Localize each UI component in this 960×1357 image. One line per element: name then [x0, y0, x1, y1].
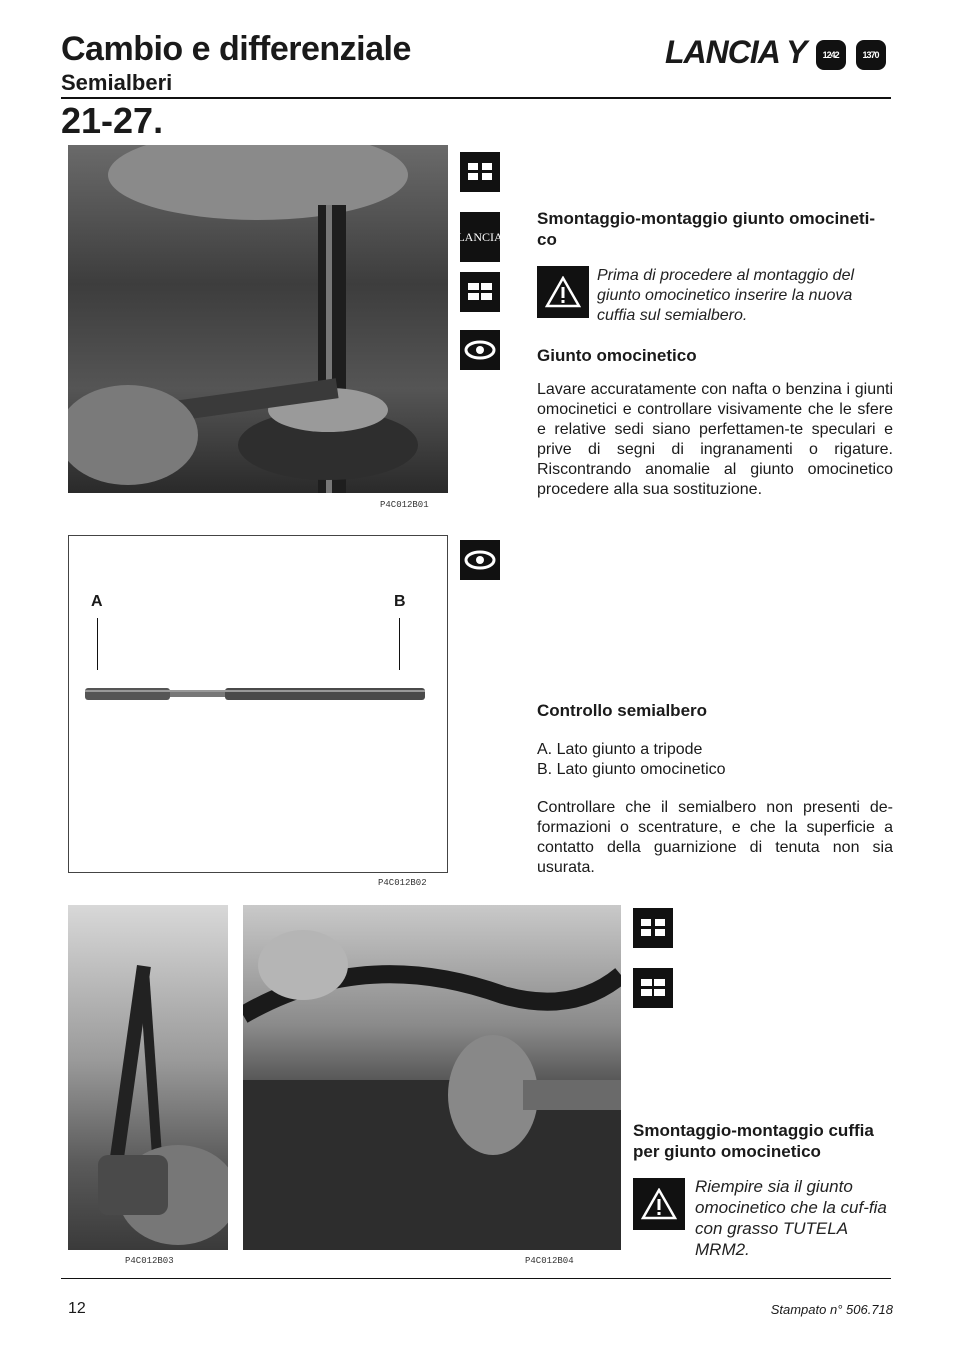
brand-logo	[665, 34, 886, 71]
inspection-eye-icon	[460, 330, 500, 370]
inspection-eye-icon-2	[460, 540, 500, 580]
subheading-cv-joint: Giunto omocinetico	[537, 346, 697, 365]
figure-code-3: P4C012B03	[125, 1256, 174, 1266]
warning-triangle-icon-2	[633, 1178, 685, 1230]
cv-joint-paragraph: Lavare accuratamente con nafta o benzina i giunti omocinetici e controllare visivamente che le sfere e relative sedi siano perfettamen-te speculari e prive di segni di ingranamenti o rigature. Riscontrando anomalie al giunto omocinetico procedere alla sua sostituzione.	[537, 381, 893, 498]
warning-note-2: Riempire sia il giunto omocinetico che la cuf-fia con grasso TUTELA MRM2.	[695, 1177, 887, 1259]
engine-badge-1242: 1242	[816, 40, 846, 70]
assembly-icon	[460, 272, 500, 312]
assembly-icon-2	[633, 968, 673, 1008]
print-reference: Stampato n° 506.718	[770, 1302, 893, 1317]
brand-text: LANCIA Y	[665, 34, 806, 70]
label-a: A	[91, 593, 103, 610]
photo3-illustration	[68, 905, 228, 1250]
photo-boot-removal	[243, 905, 621, 1250]
warning-note-1: Prima di procedere al montaggio del giunto omocinetico inserire la nuova cuffia sul semialbero.	[597, 267, 855, 324]
drive-shaft-drawing	[85, 684, 425, 704]
disassembly-icon	[460, 152, 500, 192]
page-title: Cambio e differenziale	[61, 30, 411, 68]
photo-illustration	[68, 145, 448, 493]
leader-line-a	[97, 618, 98, 670]
page-subtitle: Semialberi	[61, 70, 173, 95]
photo-tool-on-joint	[68, 145, 448, 493]
figure-code-1: P4C012B01	[380, 500, 429, 510]
section-heading-shaft-check: Controllo semialbero	[537, 701, 708, 720]
warning-triangle-icon	[537, 266, 589, 318]
disassembly-icon-2	[633, 908, 673, 948]
engine-badge-1370: 1370	[856, 40, 886, 70]
lancia-tool-icon: LANCIA	[460, 212, 500, 262]
photo-pliers-on-joint	[68, 905, 228, 1250]
shaft-diagram	[68, 535, 448, 873]
figure-code-2: P4C012B02	[378, 878, 427, 888]
page-number: 12	[68, 1300, 86, 1317]
section-heading-boot-removal: Smontaggio-montaggio cuffia per giunto omocinetico	[633, 1121, 874, 1161]
footer-rule	[61, 1278, 891, 1279]
label-b: B	[394, 593, 406, 610]
item-a-tripod-side: A. Lato giunto a tripode	[537, 741, 703, 758]
header-rule	[61, 97, 891, 99]
leader-line-b	[399, 618, 400, 670]
figure-code-4: P4C012B04	[525, 1256, 574, 1266]
section-heading-joint-removal: Smontaggio-montaggio giunto omocineti-co	[537, 209, 876, 249]
item-b-cv-side: B. Lato giunto omocinetico	[537, 761, 726, 778]
section-number: 21-27.	[61, 100, 164, 141]
photo4-illustration	[243, 905, 621, 1250]
shaft-check-paragraph: Controllare che il semialbero non presenti de-formazioni o scentrature, e che la superficie a contatto della guarnizione di tenuta non sia usurata.	[537, 799, 893, 876]
